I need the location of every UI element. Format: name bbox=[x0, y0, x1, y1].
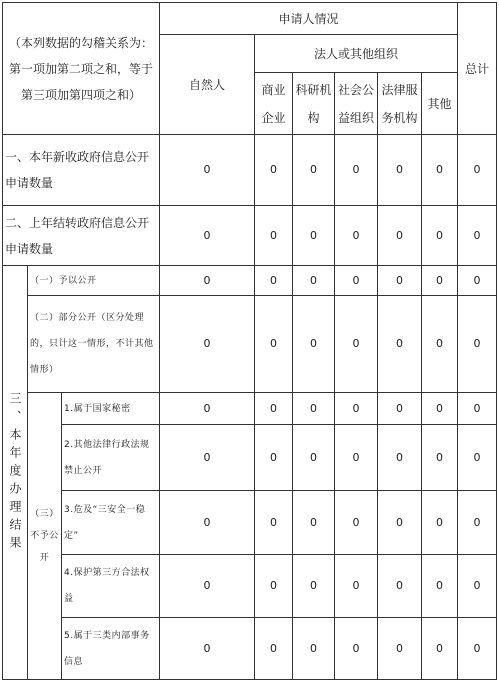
cell-value: 0 bbox=[335, 296, 378, 393]
header-total: 总计 bbox=[458, 3, 497, 135]
row-label-partially-disclosed: （二）部分公开（区分处理的，只计这一情形，不计其他情形） bbox=[28, 296, 160, 393]
cell-value: 0 bbox=[293, 425, 335, 491]
cell-value: 0 bbox=[293, 266, 335, 296]
cell-value: 0 bbox=[378, 618, 422, 680]
cell-value: 0 bbox=[293, 393, 335, 425]
header-commercial: 商业企业 bbox=[255, 73, 293, 135]
cell-value: 0 bbox=[458, 555, 497, 618]
cell-value: 0 bbox=[458, 618, 497, 680]
cell-value: 0 bbox=[160, 491, 255, 555]
cell-value: 0 bbox=[293, 555, 335, 618]
cell-value: 0 bbox=[160, 555, 255, 618]
cell-value: 0 bbox=[458, 393, 497, 425]
cell-value: 0 bbox=[293, 206, 335, 266]
row-group-annual-results: 三、本年度办理结果 bbox=[3, 266, 28, 680]
row-label-disclosed: （一）予以公开 bbox=[28, 266, 160, 296]
cell-value: 0 bbox=[160, 266, 255, 296]
header-social: 社会公益组织 bbox=[335, 73, 378, 135]
cell-value: 0 bbox=[378, 296, 422, 393]
header-natural-person: 自然人 bbox=[160, 35, 255, 135]
cell-value: 0 bbox=[293, 491, 335, 555]
cell-value: 0 bbox=[458, 491, 497, 555]
cell-value: 0 bbox=[458, 266, 497, 296]
cell-value: 0 bbox=[422, 555, 458, 618]
cell-value: 0 bbox=[255, 266, 293, 296]
cell-value: 0 bbox=[255, 296, 293, 393]
cell-value: 0 bbox=[160, 393, 255, 425]
cell-value: 0 bbox=[422, 206, 458, 266]
cell-value: 0 bbox=[378, 135, 422, 206]
cell-value: 0 bbox=[378, 555, 422, 618]
cell-value: 0 bbox=[422, 491, 458, 555]
cell-value: 0 bbox=[335, 135, 378, 206]
cell-value: 0 bbox=[160, 206, 255, 266]
header-research: 科研机构 bbox=[293, 73, 335, 135]
row-label-third-party-rights: 4.保护第三方合法权益 bbox=[62, 555, 160, 618]
cell-value: 0 bbox=[422, 425, 458, 491]
row-label-security-stability: 3.危及“三安全一稳定” bbox=[62, 491, 160, 555]
cell-value: 0 bbox=[422, 266, 458, 296]
cell-value: 0 bbox=[255, 425, 293, 491]
cell-value: 0 bbox=[335, 425, 378, 491]
cell-value: 0 bbox=[378, 393, 422, 425]
cell-value: 0 bbox=[422, 135, 458, 206]
header-note: （本列数据的勾稽关系为：第一项加第二项之和，等于第三项加第四项之和） bbox=[3, 3, 160, 135]
row-label-state-secret: 1.属于国家秘密 bbox=[62, 393, 160, 425]
cell-value: 0 bbox=[160, 135, 255, 206]
cell-value: 0 bbox=[378, 206, 422, 266]
disclosure-table bbox=[2, 2, 497, 680]
header-other: 其他 bbox=[422, 73, 458, 135]
row-label-new-requests: 一、本年新收政府信息公开申请数量 bbox=[3, 135, 160, 206]
header-legal-entity: 法人或其他组织 bbox=[255, 35, 458, 73]
cell-value: 0 bbox=[335, 393, 378, 425]
cell-value: 0 bbox=[422, 393, 458, 425]
cell-value: 0 bbox=[378, 491, 422, 555]
cell-value: 0 bbox=[293, 296, 335, 393]
header-legal-service: 法律服务机构 bbox=[378, 73, 422, 135]
cell-value: 0 bbox=[335, 206, 378, 266]
cell-value: 0 bbox=[458, 135, 497, 206]
cell-value: 0 bbox=[255, 135, 293, 206]
cell-value: 0 bbox=[422, 296, 458, 393]
cell-value: 0 bbox=[458, 425, 497, 491]
cell-value: 0 bbox=[458, 296, 497, 393]
row-group-not-disclosed: （三）不予公开 bbox=[28, 393, 62, 680]
cell-value: 0 bbox=[378, 425, 422, 491]
cell-value: 0 bbox=[335, 266, 378, 296]
cell-value: 0 bbox=[378, 266, 422, 296]
cell-value: 0 bbox=[335, 491, 378, 555]
cell-value: 0 bbox=[293, 135, 335, 206]
cell-value: 0 bbox=[255, 555, 293, 618]
row-label-internal-affairs: 5.属于三类内部事务信息 bbox=[62, 618, 160, 680]
cell-value: 0 bbox=[255, 206, 293, 266]
cell-value: 0 bbox=[335, 618, 378, 680]
cell-value: 0 bbox=[293, 618, 335, 680]
cell-value: 0 bbox=[255, 491, 293, 555]
cell-value: 0 bbox=[160, 618, 255, 680]
header-applicant: 申请人情况 bbox=[160, 3, 458, 35]
cell-value: 0 bbox=[422, 618, 458, 680]
row-label-law-prohibited: 2.其他法律行政法规禁止公开 bbox=[62, 425, 160, 491]
cell-value: 0 bbox=[255, 393, 293, 425]
cell-value: 0 bbox=[255, 618, 293, 680]
cell-value: 0 bbox=[458, 206, 497, 266]
cell-value: 0 bbox=[160, 296, 255, 393]
cell-value: 0 bbox=[335, 555, 378, 618]
cell-value: 0 bbox=[160, 425, 255, 491]
row-label-carried-over: 二、上年结转政府信息公开申请数量 bbox=[3, 206, 160, 266]
